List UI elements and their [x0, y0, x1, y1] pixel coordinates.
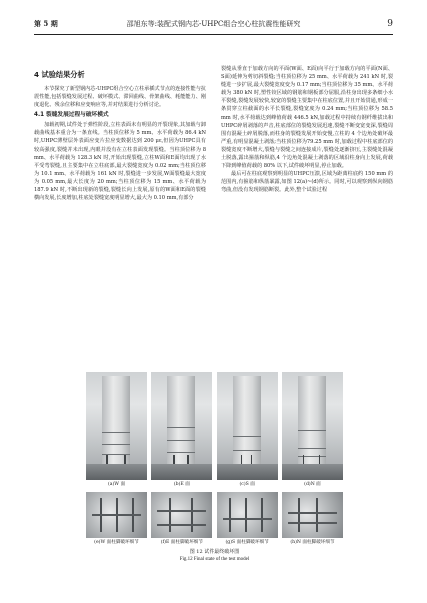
section-title: 4 试验结果分析	[34, 70, 85, 79]
right-paragraph-2: 最后可在柱底观察到明显的UHPC压溃,区域为距离柱底约 150 mm 的范围内,有箍筋和纵筋暴露,如图 12(a)~(d)所示。同时,可以观察到纵向钢筋弯曲,但没有发现钢筋断裂。此外,整个试验过程	[221, 171, 393, 194]
running-title: 邵旭东等:装配式钢内芯-UHPC组合空心柱抗震性能研究	[126, 20, 301, 28]
photo-e-face	[151, 372, 212, 480]
panel-g-label: (g)S 面柱脚破坏细节	[225, 540, 269, 545]
figure-12	[86, 372, 343, 564]
panel-e	[86, 492, 147, 546]
detail-n-face	[282, 492, 343, 538]
page-header	[34, 18, 393, 30]
left-column	[34, 70, 206, 202]
panel-f-label: (f)E 面柱脚破坏细节	[160, 540, 203, 545]
detail-row	[86, 492, 343, 546]
panel-a	[86, 372, 147, 488]
panel-h	[282, 492, 343, 546]
header-rule	[34, 34, 393, 35]
detail-e-face	[151, 492, 212, 538]
panel-b-label: (b)E 面	[173, 482, 190, 487]
right-column	[221, 65, 393, 195]
page-number: 9	[387, 19, 393, 29]
photo-row	[86, 372, 343, 488]
subsection-title: 4.1 裂缝发展过程与破坏模式	[34, 112, 109, 119]
photo-w-face	[86, 372, 147, 480]
photo-n-face	[282, 372, 343, 480]
panel-e-label: (e)W 面柱脚破坏细节	[94, 540, 139, 545]
panel-c	[217, 372, 278, 488]
left-paragraph: 加载初期,试件处于弹性阶段,立柱表面未有明显的开裂现象,其加载与卸载曲线基本重合为一条直线。当柱顶位移为 5 mm、水平荷载为 86.4 kN 时,UHPC薄壁层外表面应变片拉应变数据达到 200 με,但因为UHPC具有较高强度,裂缝并未出现,内眼并没有在立柱表面发现裂缝。当柱顶位移为 8 mm、水平荷载为 128.3 kN 时,开始出现裂缝,立柱W面和E面均出现了水平受弯裂缝,且主要集中在立柱底部,最大裂缝宽度为 0.02 mm;当柱顶位移为 10.1 mm、水平荷载为 161 kN 时,裂缝进一步发展,W面裂缝最大宽度为 0.05 mm,最大长度为 20 mm;当柱顶位移为 15 mm、水平荷载为 187.9 kN 时,不断出现新的裂缝,裂缝长向上发展,原有的W面和E面的裂缝横向发展,长度增加,柱底处裂缝宽度明显增大,最大为 0.10 mm,有部分	[34, 122, 206, 202]
figure-caption	[86, 548, 343, 564]
panel-b	[151, 372, 212, 488]
panel-f	[151, 492, 212, 546]
right-paragraph-1: 裂缝从垂直于加载方向的平面(W面、E面)向平行于加载方向的平面(N面、S面)延伸为剪切斜裂缝;当柱顶位移为 25 mm、水平荷载为 241 kN 时,裂缝进一步扩展,最大裂缝宽度变为 0.17 mm;当柱顶位移为 35 mm、水平荷载为 380 kN 时,塑性铰区域的钢筋和钢板部分屈服,沿柱身出现多条细小水平裂缝,裂缝发展较快,较宽的裂缝主要集中在柱底位置,并且开始贯通,形成一条贯穿立柱截面的水平长裂缝,裂缝宽度为 0.24 mm;当柱顶位移为 58.5 mm 时,水平荷载达到峰值荷载 446.5 kN,加载过程中持续有钢纤维拔出和UHPC碎屑剥落的声音,柱底部位的裂缝发展迅速,裂缝不断变宽变深,裂缝周围有混凝土碎屑脱落,而柱身的裂缝发展开始变慢,立柱的 4 个边角处破坏最严重,有明显混凝土剥落;当柱顶位移为79.25 mm 时,加载过程中柱底部位的裂缝宽度不断增大,裂缝与裂缝之间连接成片,裂缝处逐渐挤压,主裂缝处混凝土脱落,露出箍筋和纵筋,4 个边角处混凝土剥落的区域沿柱身向上发展,荷载下降到峰值荷载的 80% 以下,试件破坏明显,停止加载。	[221, 66, 393, 170]
detail-s-face	[217, 492, 278, 538]
intro-paragraph: 本节探究了新型钢内芯-UHPC组合空心立柱承插式节点的连接性能与抗震性能,包括裂缝发展过程、破坏模式、滞回曲线、骨架曲线、耗能能力、刚度退化、残余位移和应变响应等,并对结果进行分析讨论。	[34, 86, 206, 109]
panel-h-label: (h)N 面柱脚破坏细节	[290, 540, 335, 545]
panel-d	[282, 372, 343, 488]
issue-label: 第 5 期	[34, 19, 58, 28]
figure-caption-en: Fig.12 Final state of the test model	[179, 557, 250, 562]
panel-g	[217, 492, 278, 546]
figure-caption-cn: 图 12 试件最终破坏图	[189, 549, 240, 555]
panel-d-label: (d)N 面	[304, 482, 321, 487]
photo-s-face	[217, 372, 278, 480]
detail-w-face	[86, 492, 147, 538]
panel-a-label: (a)W 面	[107, 482, 126, 487]
panel-c-label: (c)S 面	[239, 482, 255, 487]
